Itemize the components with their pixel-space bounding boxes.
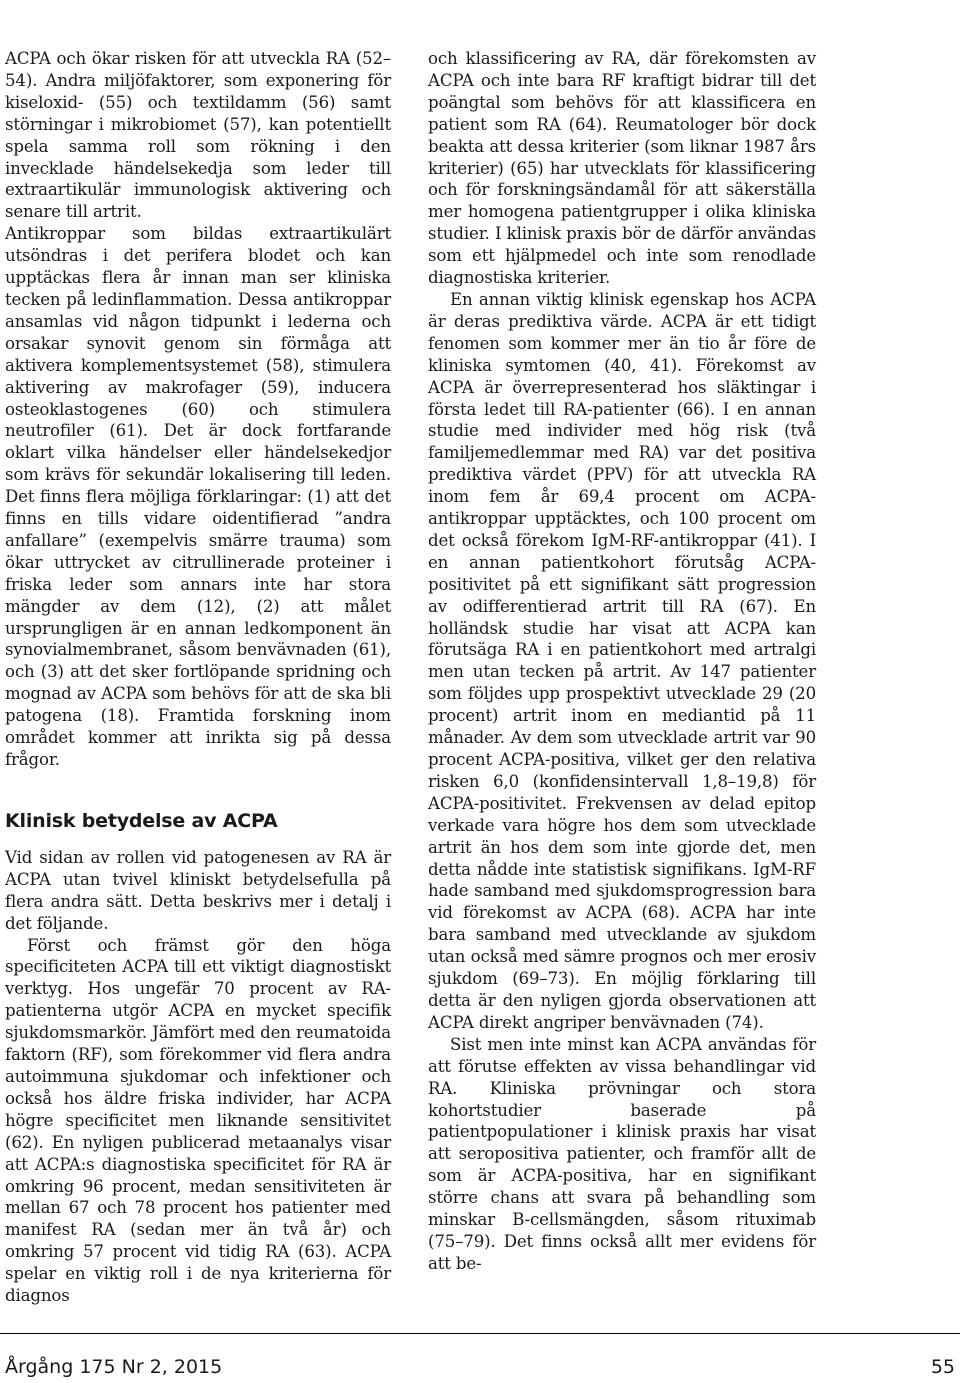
paragraph: Sist men inte minst kan ACPA användas för att förutse effekten av vissa behandlingar vid RA. Kliniska prövningar och stora kohortstudier baserade på patientpopulationer i klinisk praxis har visat att seropositiva patienter, och framför allt de som är ACPA-positiva, har en signifikant större chans att svara på behandling som minskar B-cellsmängden, såsom rituximab (75–79). Det finns också allt mer evidens för att be- xyxy=(428,1034,816,1273)
left-column xyxy=(5,48,391,1307)
paragraph: Vid sidan av rollen vid patogenesen av RA är ACPA utan tvivel kliniskt betydelsefulla på flera andra sätt. Detta beskrivs mer i detalj i det följande. xyxy=(5,847,391,933)
paragraph: och klassificering av RA, där förekomsten av ACPA och inte bara RF kraftigt bidrar till det poängtal som behövs för att klassificera en patient som RA (64). Reumatologer bör dock beakta att dessa kriterier (som liknar 1987 års kriterier) (65) har utvecklats för klassificering och för forskningsändamål för att säkerställa mer homogena patientgrupper i olika kliniska studier. I klinisk praxis bör de därför användas som ett hjälpmedel och inte som renodlade diagnostiska kriterier. xyxy=(428,49,816,288)
paragraph: ACPA och ökar risken för att utveckla RA (52–54). Andra miljöfaktorer, som exponering för kiseloxid- (55) och textildamm (56) samt störningar i mikrobiomet (57), kan potentiellt spela samma roll som rökning i den invecklade händelsekedja som leder till extraartikulär immunologisk aktivering och senare till artrit. xyxy=(5,49,391,222)
page-number: 55 xyxy=(930,1356,955,1378)
right-column xyxy=(428,48,816,1275)
footer-divider xyxy=(0,1333,960,1334)
journal-issue: Årgång 175 Nr 2, 2015 xyxy=(5,1356,223,1378)
paragraph: En annan viktig klinisk egenskap hos ACPA är deras prediktiva värde. ACPA är ett tidigt fenomen som kommer mer än tio år före de kliniska symtomen (40, 41). Förekomst av ACPA är överrepresenterad hos släktingar i första ledet till RA-patienter (66). I en annan studie med individer med hög risk (två familjemedlemmar med RA) var det positiva prediktiva värdet (PPV) för att utveckla RA inom fem år 69,4 procent om ACPA-antikroppar upptäcktes, och 100 procent om det också förekom IgM-RF-antikroppar (41). I en annan patientkohort förutsåg ACPA-positivitet på ett signifikant sätt progression av odifferentierad artrit till RA (67). En holländsk studie har visat att ACPA kan förutsäga RA i en patientkohort med artralgi men utan tecken på artrit. Av 147 patienter som följdes upp prospektivt utvecklade 29 (20 procent) artrit inom en mediantid på 11 månader. Av dem som utvecklade artrit var 90 procent ACPA-positiva, vilket ger den relativa risken 6,0 (konfidensintervall 1,8–19,8) för ACPA-positivitet. Frekvensen av delad epitop verkade vara högre hos dem som utvecklade artrit än hos dem som inte gjorde det, men detta nådde inte statistisk signifikans. IgM-RF hade samband med sjukdomsprogression bara vid förekomst av ACPA (68). ACPA har inte bara samband med utvecklande av sjukdom utan också med sämre prognos och mer erosiv sjukdom (69–73). En möjlig förklaring till detta är den nyligen gjorda observationen att ACPA direkt angriper benvävnaden (74). xyxy=(428,289,816,1032)
section-heading: Klinisk betydelse av ACPA xyxy=(5,809,278,832)
paragraph: Antikroppar som bildas extraartikulärt utsöndras i det perifera blodet och kan upptäckas flera år innan man ser kliniska tecken på ledinflammation. Dessa antikroppar ansamlas vid någon tidpunkt i lederna och orsakar synovit genom sin förmåga att aktivera komplementsystemet (58), stimulera aktivering av makrofager (59), inducera osteoklastogenes (60) och stimulera neutrofiler (61). Det är dock fortfarande oklart vilka händelser eller händelsekedjor som krävs för sekundär lokalisering till leden. Det finns flera möjliga förklaringar: (1) att det finns en tills vidare oidentifierad ”andra anfallare” (exempelvis smärre trauma) som ökar uttrycket av citrullinerade proteiner i friska leder som annars inte har stora mängder av dem (12), (2) att målet ursprungligen är en annan ledkomponent än synovialmembranet, såsom benvävnaden (61), och (3) att det sker fortlöpande spridning och mognad av ACPA som behövs för att de ska bli patogena (18). Framtida forskning inom området kommer att inrikta sig på dessa frågor. xyxy=(5,224,391,769)
paragraph: Först och främst gör den höga specificiteten ACPA till ett viktigt diagnostiskt verktyg. Hos ungefär 70 procent av RA-patienterna utgör ACPA en mycket specifik sjukdomsmarkör. Jämfört med den reumatoida faktorn (RF), som förekommer vid flera andra autoimmuna sjukdomar och infektioner och också hos äldre friska individer, har ACPA högre specificitet men liknande sensitivitet (62). En nyligen publicerad metaanalys visar att ACPA:s diagnostiska specificitet för RA är omkring 96 procent, medan sensitiviteten är mellan 67 och 78 procent hos patienter med manifest RA (sedan mer än två år) och omkring 57 procent vid tidig RA (63). ACPA spelar en viktig roll i de nya kriterierna för diagnos xyxy=(5,935,391,1306)
